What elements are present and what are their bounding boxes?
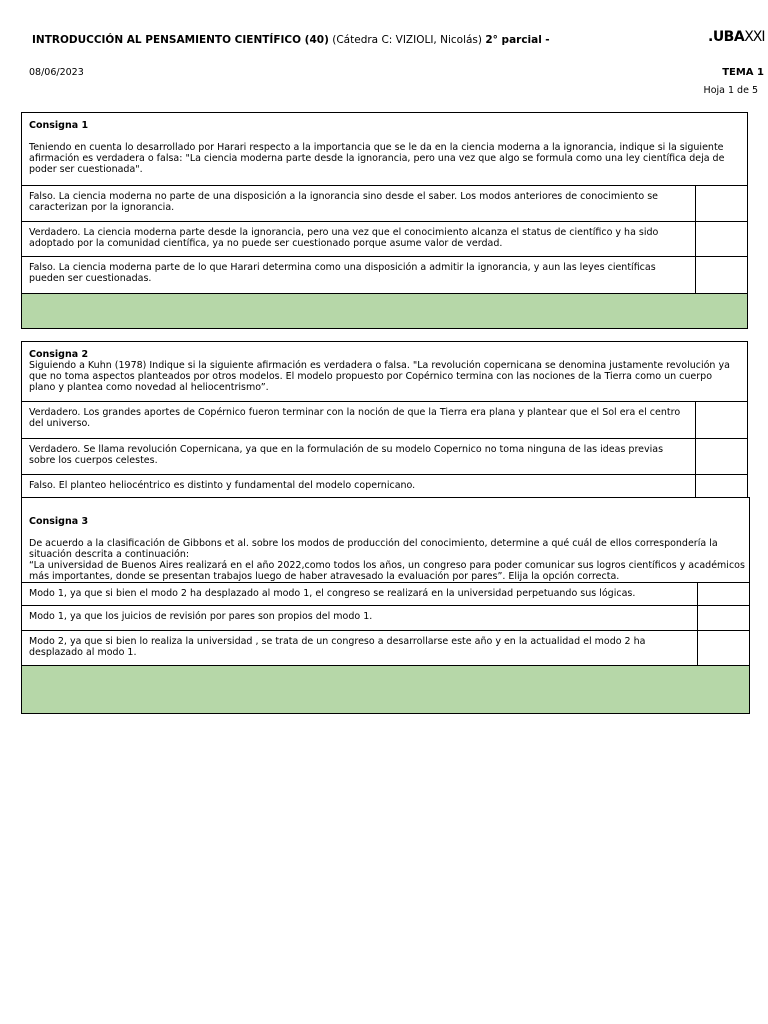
option-text: Verdadero. La ciencia moderna parte desde la ignorancia, pero una vez que el conocimiento alcanza el status de científico y ha sido adoptado por la comunidad científica, ya no puede ser cuestionado porque asume valor de verdad. [22,222,696,256]
answer-feedback-bar [22,666,749,713]
answer-feedback-bar [22,294,747,328]
answer-checkbox[interactable] [698,583,749,605]
question-block-3 [21,497,750,714]
question-prompt [22,342,747,402]
answer-checkbox[interactable] [698,631,749,665]
answer-checkbox[interactable] [696,402,747,438]
answer-option[interactable] [22,402,747,439]
question-title: Consigna 3 [29,516,89,527]
sheet-counter: Hoja 1 de 5 [703,85,758,96]
question-title: Consigna 2 [29,349,89,360]
question-text: De acuerdo a la clasificación de Gibbons et al. sobre los modos de producción del conocimiento, determine a qué cuál de ellos correspondería la situación descrita a continuación: “La universidad de Buenos Aires realizará en el año 2022,como todos los años, un congreso para poder comunicar sus logros científicos y académicos más importantes, donde se presentan trabajos luego de haber atravesado la evaluación por pares”. Elija la opción correcta. [29,538,745,582]
tema-label: TEMA 1 [722,67,764,78]
question-text: Siguiendo a Kuhn (1978) Indique si la siguiente afirmación es verdadera o falsa. "La revolución copernicana se denomina justamente revolución ya que no toma aspectos planteados por otros modelos. El modelo propuesto por Copérnico termina con las nociones de la Tierra como un cuerpo plano y plantea como novedad al heliocentrismo”. [29,360,730,393]
chair-name: (Cátedra C: VIZIOLI, Nicolás) [332,34,482,46]
answer-checkbox[interactable] [696,186,747,221]
question-text: Teniendo en cuenta lo desarrollado por Harari respecto a la importancia que se le da en la ciencia moderna a la ignorancia, indique si la siguiente afirmación es verdadera o falsa: "La ciencia moderna parte desde la ignorancia, pero una vez que algo se formula como una ley científica deja de poder ser cuestionada". [29,142,725,175]
answer-option[interactable] [22,475,747,498]
option-text: Falso. El planteo heliocéntrico es distinto y fundamental del modelo copernicano. [22,475,696,498]
answer-checkbox[interactable] [696,439,747,474]
question-title: Consigna 1 [29,120,89,131]
option-text: Falso. La ciencia moderna parte de lo que Harari determina como una disposición a admitir la ignorancia, y aun las leyes científicas pueden ser cuestionadas. [22,257,696,293]
question-prompt [22,113,747,186]
answer-checkbox[interactable] [698,606,749,630]
answer-option[interactable] [22,257,747,294]
question-block-2 [21,341,748,498]
option-text: Modo 1, ya que los juicios de revisión por pares son propios del modo 1. [22,606,698,630]
exam-name: 2° parcial [485,34,542,46]
option-text: Modo 2, ya que si bien lo realiza la universidad , se trata de un congreso a desarrollarse este año y en la actualidad el modo 2 ha desplazado al modo 1. [22,631,698,665]
option-text: Falso. La ciencia moderna no parte de una disposición a la ignorancia sino desde el saber. Los modos anteriores de conocimiento se caracterizan por la ignorancia. [22,186,696,221]
question-prompt [22,498,749,583]
course-title: INTRODUCCIÓN AL PENSAMIENTO CIENTÍFICO (40) [32,34,329,46]
answer-checkbox[interactable] [696,222,747,256]
exam-date: 08/06/2023 [29,67,84,78]
option-text: Modo 1, ya que si bien el modo 2 ha desplazado al modo 1, el congreso se realizará en la universidad perpetuando sus lógicas. [22,583,698,605]
answer-option[interactable] [22,222,747,257]
answer-option[interactable] [22,583,749,606]
header-dash: - [545,34,550,46]
option-text: Verdadero. Se llama revolución Copernicana, ya que en la formulación de su modelo Copernico no toma ninguna de las ideas previas sobre los cuerpos celestes. [22,439,696,474]
answer-option[interactable] [22,439,747,475]
answer-checkbox[interactable] [696,257,747,293]
question-block-1 [21,112,748,329]
answer-option[interactable] [22,631,749,666]
exam-header [32,34,550,46]
option-text: Verdadero. Los grandes aportes de Copérnico fueron terminar con la noción de que la Tierra era plana y plantear que el Sol era el centro del universo. [22,402,696,438]
answer-option[interactable] [22,606,749,631]
answer-checkbox[interactable] [696,475,747,498]
answer-option[interactable] [22,186,747,222]
uba-xxi-logo: .UBAXXI [708,29,765,45]
